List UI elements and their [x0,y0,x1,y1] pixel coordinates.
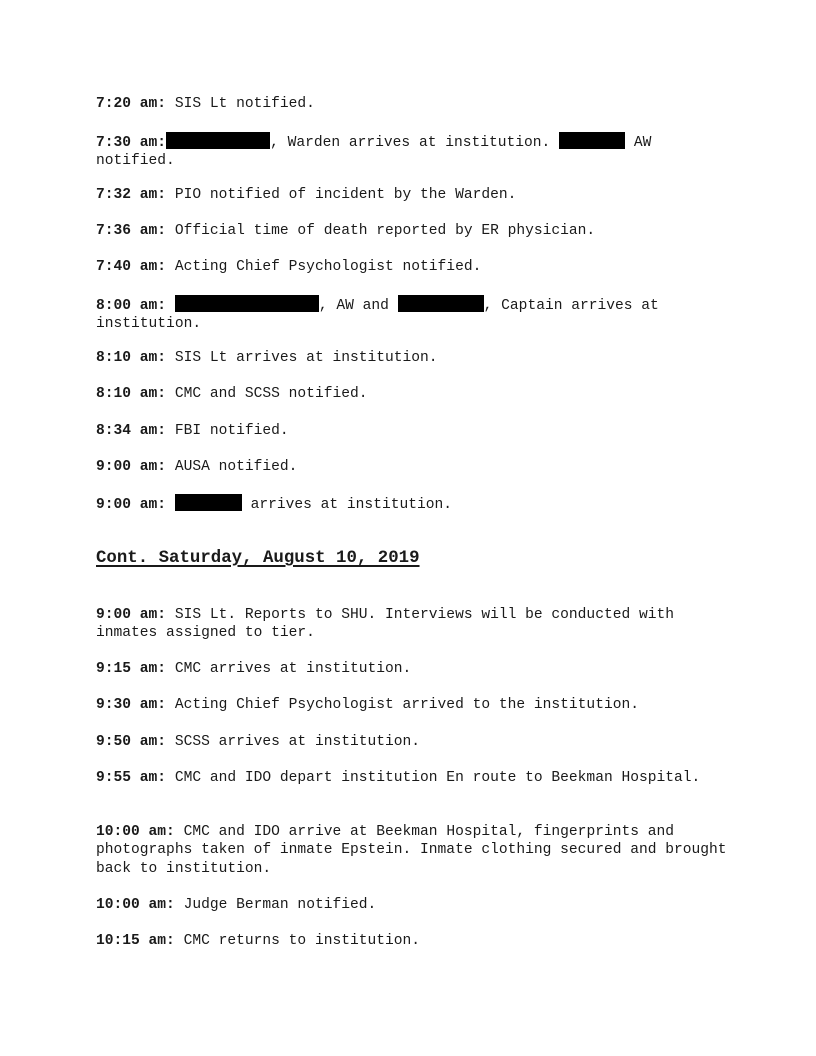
entry-time: 7:36 am: [96,223,167,239]
entry-time: 9:00 am: [96,459,167,475]
timeline-entry [96,186,736,204]
timeline-entry [96,932,736,950]
entry-text: Official time of death reported by ER physician. [166,223,596,239]
entry-text: SIS Lt arrives at institution. [166,350,438,366]
redaction-bar [175,494,242,511]
entry-time: 9:50 am: [96,734,167,750]
timeline-entry [96,222,736,240]
entry-time: 9:30 am: [96,697,167,713]
timeline-entry [96,295,736,334]
entry-time: 8:10 am: [96,350,167,366]
entry-text: , Warden arrives at institution. [270,135,560,151]
redaction-bar [559,132,625,149]
entry-time: 10:15 am: [96,933,175,949]
entry-text: Acting Chief Psychologist notified. [166,259,482,275]
timeline-entry [96,494,736,514]
timeline-entry [96,896,736,914]
entry-text: SIS Lt. Reports to SHU. Interviews will be conducted with inmates assigned to tier. [96,607,683,642]
entry-text: PIO notified of incident by the Warden. [166,187,517,203]
timeline-entry [96,696,736,714]
timeline-entry [96,349,736,367]
entry-time: 8:00 am: [96,298,167,314]
timeline-entry [96,733,736,751]
entry-text: CMC arrives at institution. [166,661,412,677]
entry-time: 8:34 am: [96,423,167,439]
timeline-entry [96,458,736,476]
entry-text: CMC and IDO arrive at Beekman Hospital, fingerprints and photographs taken of inmate Epstein. Inmate clothing secured and brought back to institution. [96,824,736,877]
timeline-entry [96,769,736,787]
timeline-entry [96,95,736,113]
entry-text: SIS Lt notified. [166,96,315,112]
section-heading: Cont. Saturday, August 10, 2019 [96,549,420,568]
entry-text: CMC and IDO depart institution En route to Beekman Hospital. [166,770,701,786]
timeline-entry [96,422,736,440]
timeline-entry [96,258,736,276]
entry-text: AW notified. [96,135,661,170]
redaction-bar [175,295,319,312]
timeline-entry [96,606,736,643]
entry-text: , AW and [318,298,398,314]
timeline-entry [96,660,736,678]
entry-text: CMC returns to institution. [174,933,421,949]
entry-time: 10:00 am: [96,824,175,840]
entry-time: 9:15 am: [96,661,167,677]
entry-text: CMC and SCSS notified. [166,386,368,402]
timeline-entry [96,385,736,403]
entry-time: 7:40 am: [96,259,167,275]
entry-text: , Captain arrives at institution. [96,298,668,333]
redaction-bar [398,295,484,312]
entry-text: Judge Berman notified. [174,897,377,913]
entry-text: arrives at institution. [241,497,453,513]
entry-time: 10:00 am: [96,897,175,913]
redaction-bar [166,132,270,149]
entry-time: 9:00 am: [96,497,167,513]
entry-text: SCSS arrives at institution. [166,734,421,750]
entry-time: 9:55 am: [96,770,167,786]
entry-time: 9:00 am: [96,607,167,623]
timeline-entry [96,132,736,171]
entry-text: Acting Chief Psychologist arrived to the institution. [166,697,639,713]
entry-time: 7:32 am: [96,187,167,203]
entry-text: AUSA notified. [166,459,298,475]
entry-time: 7:30 am: [96,135,167,151]
entry-text: FBI notified. [166,423,289,439]
entry-time: 8:10 am: [96,386,167,402]
timeline-entry [96,823,736,878]
entry-time: 7:20 am: [96,96,167,112]
